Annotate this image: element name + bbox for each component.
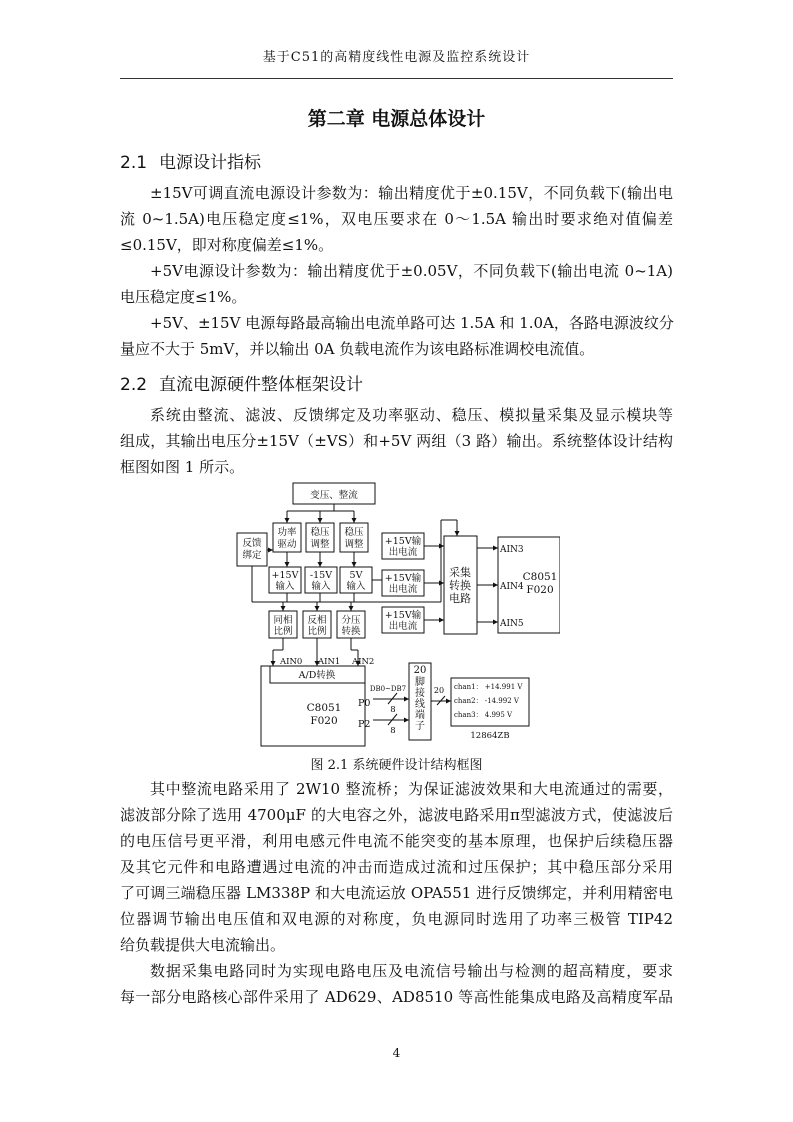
reg-adjust-label: 调整: [344, 539, 364, 550]
lcd-line: chan3： 4.995 V: [454, 711, 513, 719]
output-current-label: +15V输: [384, 573, 422, 584]
paragraph-design-spec-15v: [120, 180, 673, 258]
same-phase-label: 同相: [273, 615, 293, 626]
text-line: 滤波部分除了选用 4700μF 的大电容之外，滤波电路采用π型滤波方式，使滤波后: [120, 806, 673, 824]
ain-label: AIN1: [318, 657, 341, 667]
acquisition-label: 电路: [449, 592, 471, 605]
data-bus-label: DB0~DB7: [369, 685, 407, 693]
text-line: ±15V可调直流电源设计参数为：输出精度优于±0.15V，不同负载下(输出电: [150, 184, 673, 202]
feedback-label: 绑定: [242, 550, 262, 561]
power-drive-label: 功率: [277, 527, 297, 538]
bus-width-label: 8: [390, 705, 396, 715]
mcu-bottom-label: F020: [310, 715, 338, 727]
section-number: 2.2: [120, 375, 148, 395]
divider-label: 分压: [341, 615, 361, 626]
text-line: 给负载提供大电流输出。: [120, 936, 286, 954]
divider-label: 转换: [341, 626, 361, 637]
paragraph-design-spec-5v: [120, 258, 673, 310]
section-number: 2.1: [120, 153, 148, 173]
figure-caption: 图 2.1 系统硬件设计结构框图: [310, 758, 483, 773]
lcd-line: chan2： -14.992 V: [454, 697, 519, 705]
ain-label: AIN2: [352, 657, 375, 667]
section-title: 电源设计指标: [159, 153, 262, 173]
power-drive-label: 驱动: [277, 539, 297, 550]
text-line: +5V、±15V 电源每路最高输出电流单路可达 1.5A 和 1.0A，各路电源波纹分: [150, 314, 674, 332]
paragraph-data-acquisition: [120, 958, 673, 1010]
text-line: 系统由整流、滤波、反馈绑定及功率驱动、稳压、模拟量采集及显示模块等: [150, 406, 673, 424]
acquisition-label: 转换: [449, 579, 471, 592]
input-label: 输入: [275, 581, 295, 592]
terminal-label: 接: [415, 688, 425, 699]
terminal-label: 脚: [415, 677, 425, 688]
section-heading-2-1: [120, 148, 261, 173]
input-label: -15V: [309, 570, 333, 581]
text-line: 组成，其输出电压分±15V（±VS）和+5V 两组（3 路）输出。系统整体设计结构: [120, 432, 673, 450]
output-current-label: 出电流: [388, 621, 418, 632]
paragraph-output-current: [120, 310, 673, 362]
text-line: 流 0~1.5A)电压稳定度≤1%，双电压要求在 0～1.5A 输出时要求绝对值偏差: [120, 210, 673, 228]
lcd-model-label: 12864ZB: [470, 731, 510, 741]
inverse-phase-label: 比例: [307, 626, 327, 637]
output-current-label: 出电流: [388, 584, 418, 595]
text-line: 其中整流电路采用了 2W10 整流桥；为保证滤波效果和大电流通过的需要，: [150, 780, 673, 798]
input-label: 输入: [311, 581, 331, 592]
ain-label: AIN0: [280, 657, 303, 667]
mcu-top-label: C8051: [522, 571, 558, 583]
text-line: +5V电源设计参数为：输出精度优于±0.05V，不同负载下(输出电流 0~1A): [150, 262, 673, 280]
input-label: 输入: [346, 581, 366, 592]
output-current-label: 出电流: [388, 547, 418, 558]
text-line: 量应不大于 5mV，并以输出 0A 负载电流作为该电路标准调校电流值。: [120, 340, 595, 358]
bus-width-label: 8: [390, 726, 396, 736]
system-block-diagram: [233, 480, 560, 748]
text-line: ≤0.15V，即对称度偏差≤1%。: [120, 236, 334, 254]
terminal-label: 子: [415, 721, 425, 732]
reg-adjust-label: 调整: [310, 539, 330, 550]
mcu-bottom-label: C8051: [306, 702, 342, 714]
block-diagram-svg: [233, 480, 560, 748]
acquisition-label: 采集: [449, 566, 471, 579]
input-label: 5V: [349, 570, 363, 581]
mcu-top-label: F020: [526, 584, 554, 596]
lcd-line: chan1： +14.991 V: [454, 683, 523, 691]
reg-adjust-label: 稳压: [344, 527, 364, 538]
output-current-label: +15V输: [384, 536, 422, 547]
running-header: 基于C51的高精度线性电源及监控系统设计: [262, 50, 531, 65]
section-title: 直流电源硬件整体框架设计: [159, 375, 364, 395]
text-line: 了可调三端稳压器 LM338P 和大电流运放 OPA551 进行反馈绑定，并利用精密电: [120, 884, 673, 902]
inverse-phase-label: 反相: [307, 615, 327, 626]
port-label: P0: [358, 698, 371, 709]
terminal-label: 线: [415, 699, 425, 710]
terminal-label: 端: [415, 710, 425, 721]
bus-width-label: 20: [433, 686, 445, 695]
text-line: 每一部分电路核心部件采用了 AD629、AD8510 等高性能集成电路及高精度军品: [120, 988, 673, 1006]
output-current-label: +15V输: [384, 610, 422, 621]
feedback-label: 反馈: [242, 538, 262, 549]
same-phase-label: 比例: [273, 626, 293, 637]
paragraph-system-overview: [120, 402, 673, 480]
ain-label: AIN3: [500, 545, 524, 555]
transformer-label: 变压、整流: [310, 490, 358, 501]
input-label: +15V: [271, 570, 299, 581]
paragraph-rectifier-filter: [120, 776, 673, 958]
text-line: 的电压信号更平滑，利用电感元件电流不能突变的基本原理，也保护后续稳压器: [120, 832, 673, 850]
ain-label: AIN4: [500, 582, 524, 592]
text-line: 数据采集电路同时为实现电路电压及电流信号输出与检测的超高精度，要求: [150, 962, 673, 980]
header-rule: [120, 78, 673, 79]
text-line: 电压稳定度≤1%。: [120, 288, 247, 306]
ad-converter-label: A/D转换: [298, 670, 336, 681]
text-line: 框图如图 1 所示。: [120, 458, 245, 476]
text-line: 及其它元件和电路遭遇过电流的冲击而造成过流和过压保护；其中稳压部分采用: [120, 858, 673, 876]
port-label: P2: [358, 719, 371, 730]
terminal-label: 20: [413, 665, 427, 676]
chapter-title: 第二章 电源总体设计: [307, 108, 486, 130]
section-heading-2-2: [120, 370, 363, 395]
page-number: 4: [392, 1046, 401, 1060]
ain-label: AIN5: [500, 619, 524, 629]
text-line: 位器调节输出电压值和双电源的对称度，负电源同时选用了功率三极管 TIP42: [120, 910, 673, 928]
reg-adjust-label: 稳压: [310, 527, 330, 538]
